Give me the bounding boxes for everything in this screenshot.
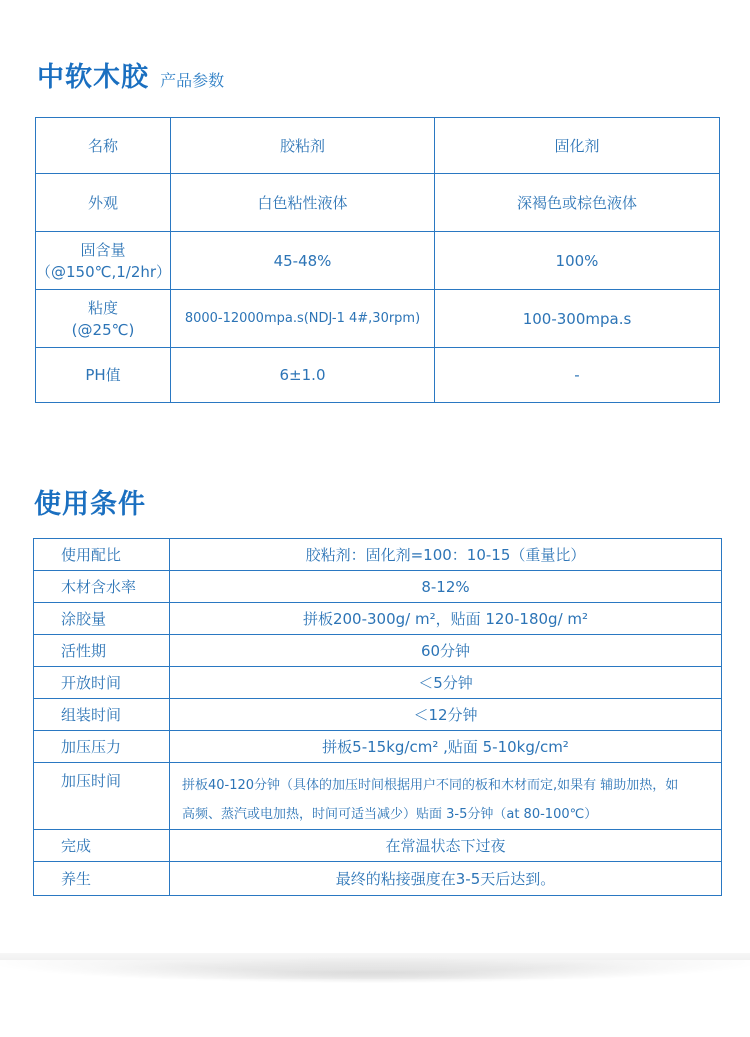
usage-conditions-table	[33, 538, 722, 896]
label-curing: 养生	[34, 862, 170, 896]
value-finish: 在常温状态下过夜	[170, 830, 722, 862]
label-assembly-time: 组装时间	[34, 699, 170, 731]
header-hardener: 固化剂	[435, 118, 720, 174]
section-title-conditions: 使用条件	[34, 489, 146, 520]
hardener-appearance: 深褐色或棕色液体	[435, 174, 720, 232]
press-time-line-1: 拼板40-120分钟（具体的加压时间根据用户不同的板和木材而定,如果有 辅助加热，如	[182, 778, 679, 793]
value-moisture: 8-12%	[170, 571, 722, 603]
table-row	[36, 348, 720, 403]
value-pressure: 拼板5-15kg/cm² ,贴面 5-10kg/cm²	[170, 731, 722, 763]
row-label-appearance: 外观	[36, 174, 171, 232]
label-open-time: 开放时间	[34, 667, 170, 699]
table-row	[34, 539, 722, 571]
product-name: 中软木胶	[37, 62, 149, 93]
value-assembly-time: ＜12分钟	[170, 699, 722, 731]
row-label-solids	[36, 232, 171, 290]
table-row	[34, 603, 722, 635]
table-row	[34, 635, 722, 667]
table-row	[34, 699, 722, 731]
viscosity-condition: (@25℃)	[71, 320, 135, 339]
table-row	[34, 731, 722, 763]
label-moisture: 木材含水率	[34, 571, 170, 603]
label-spread: 涂胶量	[34, 603, 170, 635]
solids-condition: （@150℃,1/2hr）	[36, 262, 172, 281]
adhesive-appearance: 白色粘性液体	[171, 174, 435, 232]
table-row	[34, 763, 722, 830]
section-title-params	[37, 55, 224, 94]
viscosity-label: 粘度	[87, 298, 118, 317]
solids-label: 固含量	[80, 240, 126, 259]
bottom-shadow-fade	[0, 960, 750, 1037]
table-row	[34, 862, 722, 896]
section-subtitle: 产品参数	[160, 71, 225, 90]
value-open-time: ＜5分钟	[170, 667, 722, 699]
label-mix-ratio: 使用配比	[34, 539, 170, 571]
value-pot-life: 60分钟	[170, 635, 722, 667]
product-params-table	[35, 117, 720, 403]
label-press-time: 加压时间	[34, 763, 170, 830]
hardener-solids: 100%	[435, 232, 720, 290]
hardener-ph: -	[435, 348, 720, 403]
label-pressure: 加压压力	[34, 731, 170, 763]
value-curing: 最终的粘接强度在3-5天后达到。	[170, 862, 722, 896]
table-row	[34, 571, 722, 603]
value-press-time	[170, 763, 722, 830]
header-adhesive: 胶粘剂	[171, 118, 435, 174]
hardener-viscosity: 100-300mpa.s	[435, 290, 720, 348]
table-row	[36, 290, 720, 348]
value-mix-ratio: 胶粘剂：固化剂=100：10-15（重量比）	[170, 539, 722, 571]
table-row	[36, 174, 720, 232]
table-header-row	[36, 118, 720, 174]
row-label-ph: PH值	[36, 348, 171, 403]
adhesive-ph: 6±1.0	[171, 348, 435, 403]
table-row	[34, 667, 722, 699]
table-row	[36, 232, 720, 290]
table-row	[34, 830, 722, 862]
header-name: 名称	[36, 118, 171, 174]
press-time-line-2: 高频、蒸汽或电加热，时间可适当减少）贴面 3-5分钟（at 80-100℃）	[182, 807, 598, 822]
row-label-viscosity	[36, 290, 171, 348]
label-finish: 完成	[34, 830, 170, 862]
adhesive-viscosity: 8000-12000mpa.s(NDJ-1 4#,30rpm)	[171, 290, 435, 348]
label-pot-life: 活性期	[34, 635, 170, 667]
value-spread: 拼板200-300g/ m²，贴面 120-180g/ m²	[170, 603, 722, 635]
adhesive-solids: 45-48%	[171, 232, 435, 290]
